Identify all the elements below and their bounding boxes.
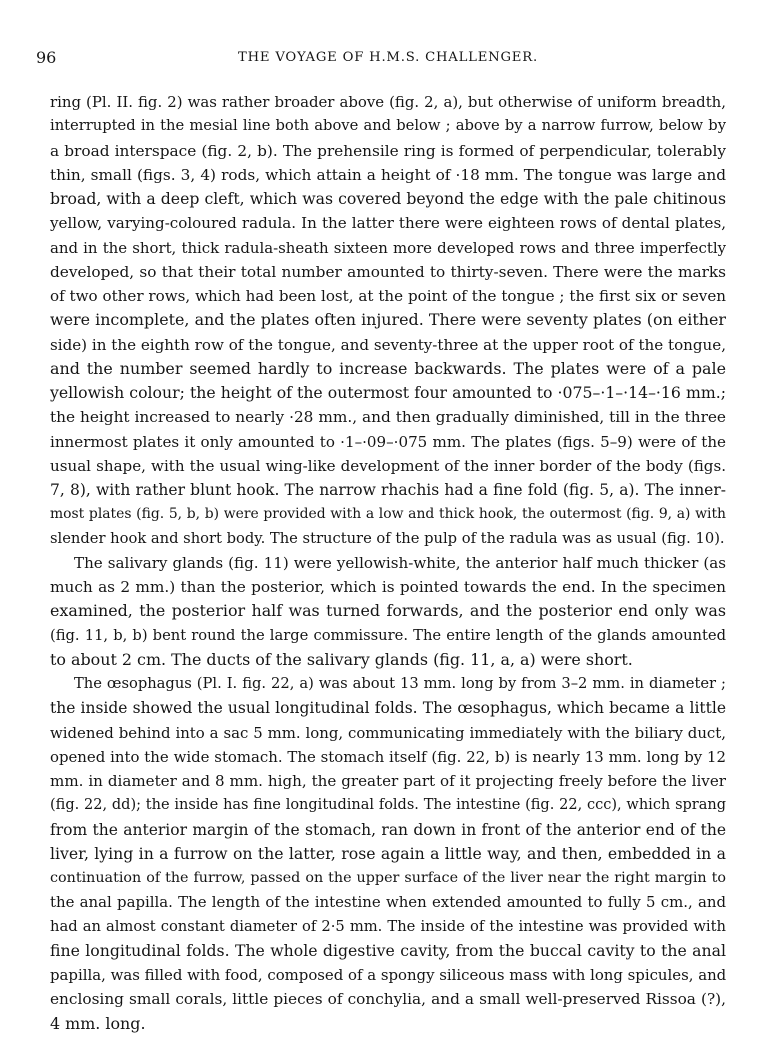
text-line: thin, small (figs. 3, 4) rods, which attain a height of ·18 mm. The tongue was large and xyxy=(50,165,726,184)
text-line: continuation of the furrow, passed on the upper surface of the liver near the right margin to xyxy=(50,870,726,886)
text-line: liver, lying in a furrow on the latter, rose again a little way, and then, embedded in a xyxy=(50,843,726,863)
paragraph-radula xyxy=(50,90,726,551)
text-line: (fig. 22, dd); the inside has fine longitudinal folds. The intestine (fig. 22, ccc), which sprang xyxy=(50,797,726,814)
text-line: interrupted in the mesial line both above and below ; above by a narrow furrow, below by xyxy=(50,117,726,135)
text-line: (fig. 11, b, b) bent round the large commissure. The entire length of the glands amounted xyxy=(50,626,726,644)
text-line: from the anterior margin of the stomach, ran down in front of the anterior end of the xyxy=(50,820,726,839)
text-line: the anal papilla. The length of the intestine when extended amounted to fully 5 cm., and xyxy=(50,893,726,912)
text-line: and the number seemed hardly to increase backwards. The plates were of a pale xyxy=(50,358,726,378)
text-line: yellowish colour; the height of the outermost four amounted to ·075–·1–·14–·16 mm.; xyxy=(50,383,726,402)
text-line: much as 2 mm.) than the posterior, which is pointed towards the end. In the specimen xyxy=(50,578,726,596)
text-line: broad, with a deep cleft, which was covered beyond the edge with the pale chitinous xyxy=(50,189,726,208)
text-line: yellow, varying-coloured radula. In the latter there were eighteen rows of dental plates, xyxy=(50,214,726,233)
text-line: the inside showed the usual longitudinal folds. The œsophagus, which became a little xyxy=(50,699,726,718)
text-line: The salivary glands (fig. 11) were yellowish-white, the anterior half much thicker (as xyxy=(74,553,726,572)
text-line: most plates (fig. 5, b, b) were provided with a low and thick hook, the outermost (fig. 9, a) with xyxy=(50,506,726,523)
text-line: enclosing small corals, little pieces of conchylia, and a small well-preserved Rissoa (?), xyxy=(50,990,726,1009)
text-line: slender hook and short body. The structure of the pulp of the radula was as usual (fig. 10). xyxy=(50,529,725,547)
text-line: of two other rows, which had been lost, at the point of the tongue ; the first six or seven xyxy=(50,287,726,305)
page-number: 96 xyxy=(36,48,57,67)
running-title: THE VOYAGE OF H.M.S. CHALLENGER. xyxy=(238,50,538,65)
text-line: examined, the posterior half was turned forwards, and the posterior end only was xyxy=(50,601,726,621)
text-line: a broad interspace (fig. 2, b). The prehensile ring is formed of perpendicular, tolerably xyxy=(50,141,726,160)
text-line: usual shape, with the usual wing-like development of the inner border of the body (figs. xyxy=(50,456,726,475)
text-line: 7, 8), with rather blunt hook. The narrow rhachis had a fine fold (fig. 5, a). The inner- xyxy=(50,481,726,499)
text-line: developed, so that their total number amounted to thirty-seven. There were the marks xyxy=(50,262,726,281)
text-line: to about 2 cm. The ducts of the salivary glands (fig. 11, a, a) were short. xyxy=(50,649,633,669)
text-line: innermost plates it only amounted to ·1–·09–·075 mm. The plates (figs. 5–9) were of the xyxy=(50,432,726,451)
text-line: fine longitudinal folds. The whole digestive cavity, from the buccal cavity to the anal xyxy=(50,940,726,960)
text-line: and in the short, thick radula-sheath sixteen more developed rows and three imperfectly xyxy=(50,238,726,257)
text-line: were incomplete, and the plates often injured. There were seventy plates (on either xyxy=(50,310,726,330)
text-line: side) in the eighth row of the tongue, and seventy-three at the upper root of the tongue, xyxy=(50,335,726,354)
text-line: opened into the wide stomach. The stomach itself (fig. 22, b) is nearly 13 mm. long by 12 xyxy=(50,747,726,766)
text-line: widened behind into a sac 5 mm. long, communicating immediately with the biliary duct, xyxy=(50,723,726,742)
page-header xyxy=(36,48,740,70)
body-text xyxy=(50,90,726,1036)
text-line: ring (Pl. II. fig. 2) was rather broader above (fig. 2, a), but otherwise of uniform breadth, xyxy=(50,93,726,111)
text-line: the height increased to nearly ·28 mm., and then gradually diminished, till in the three xyxy=(50,408,726,427)
paragraph-oesophagus xyxy=(50,672,726,1036)
text-line: mm. in diameter and 8 mm. high, the greater part of it projecting freely before the liver xyxy=(50,772,726,790)
text-line: The œsophagus (Pl. I. fig. 22, a) was about 13 mm. long by from 3–2 mm. in diameter ; xyxy=(74,675,726,692)
text-line: 4 mm. long. xyxy=(50,1013,146,1033)
text-line: papilla, was filled with food, composed of a spongy siliceous mass with long spicules, and xyxy=(50,966,727,984)
paragraph-salivary-glands xyxy=(50,551,726,672)
text-line: had an almost constant diameter of 2·5 mm. The inside of the intestine was provided with xyxy=(50,917,726,935)
